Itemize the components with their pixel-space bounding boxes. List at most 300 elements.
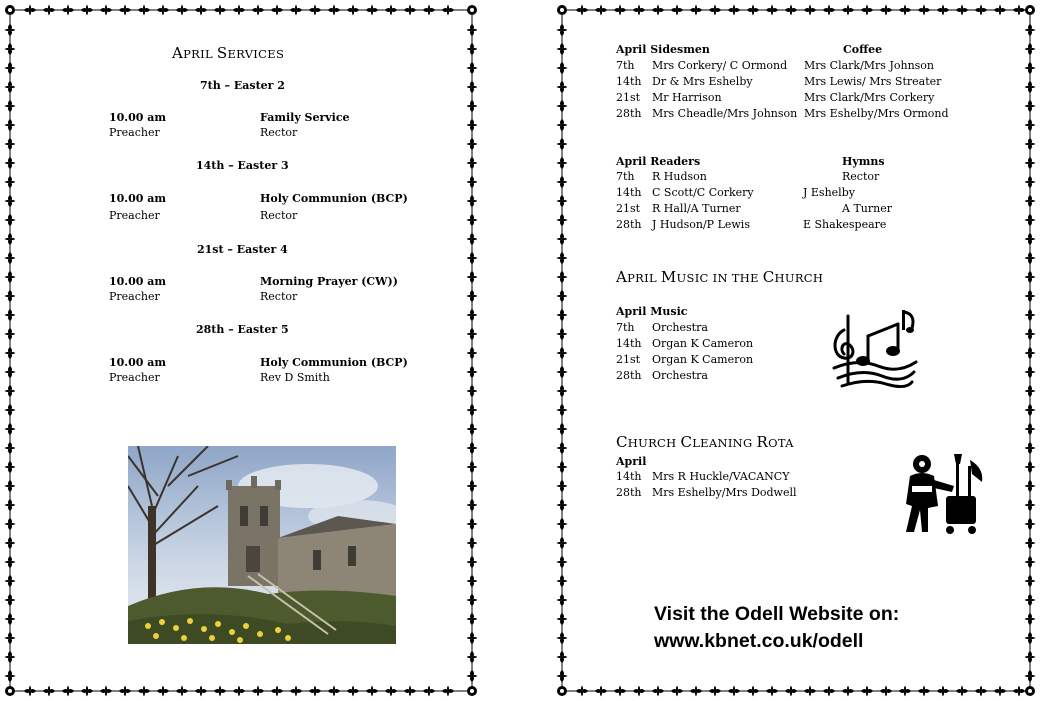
border-flourish (937, 686, 950, 697)
border-flourish (195, 5, 208, 16)
border-flourish (309, 5, 322, 16)
hymns-name: J Eshelby (803, 186, 855, 199)
border-flourish (956, 686, 969, 697)
border-corner (1025, 686, 1035, 696)
service-day: 21st – Easter 4 (197, 243, 288, 256)
preacher-name: Rector (260, 290, 298, 303)
border-flourish (557, 423, 568, 436)
border-flourish (5, 100, 16, 113)
border-corner (5, 5, 15, 15)
border-flourish (5, 214, 16, 227)
border-flourish (5, 24, 16, 37)
border-flourish (956, 5, 969, 16)
coffee-name: Mrs Lewis/ Mrs Streater (804, 75, 942, 88)
border-corner (557, 5, 567, 15)
border-flourish (1025, 24, 1036, 37)
website-url[interactable]: www.kbnet.co.uk/odell (654, 630, 864, 652)
border-flourish (557, 480, 568, 493)
border-flourish (880, 5, 893, 16)
border-flourish (1025, 157, 1036, 170)
border-flourish (614, 5, 627, 16)
border-flourish (557, 347, 568, 360)
border-flourish (557, 138, 568, 151)
sidesmen-date: 21st (616, 91, 641, 104)
music-notes-icon (828, 306, 918, 392)
music-date: 21st (616, 353, 641, 366)
reader-name: C Scott/C Corkery (652, 186, 754, 199)
border-flourish (652, 5, 665, 16)
border-flourish (5, 366, 16, 379)
border-flourish (5, 556, 16, 569)
border-flourish (43, 686, 56, 697)
sidesmen-name: Mr Harrison (652, 91, 722, 104)
border-flourish (423, 5, 436, 16)
border-flourish (5, 423, 16, 436)
border-flourish (5, 195, 16, 208)
cleaning-name: Mrs Eshelby/Mrs Dodwell (652, 486, 797, 499)
border-flourish (1025, 651, 1036, 664)
border-flourish (467, 81, 478, 94)
border-flourish (1025, 195, 1036, 208)
border-flourish (975, 686, 988, 697)
border-flourish (557, 518, 568, 531)
border-flourish (366, 5, 379, 16)
service-day: 7th – Easter 2 (200, 79, 285, 92)
service-time: 10.00 am (109, 192, 167, 205)
preacher-name: Rector (260, 209, 298, 222)
border-flourish (5, 43, 16, 56)
border-flourish (467, 575, 478, 588)
border-flourish (5, 290, 16, 303)
border-flourish (1025, 537, 1036, 550)
border-flourish (138, 5, 151, 16)
border-flourish (467, 461, 478, 474)
border-flourish (823, 5, 836, 16)
border-flourish (690, 5, 703, 16)
border-flourish (728, 5, 741, 16)
border-flourish (290, 5, 303, 16)
preacher-label: Preacher (109, 290, 160, 303)
readers-date: 14th (616, 186, 642, 199)
border-flourish (467, 157, 478, 170)
border-flourish (467, 518, 478, 531)
border-flourish (5, 271, 16, 284)
border-flourish (1025, 290, 1036, 303)
border-flourish (271, 5, 284, 16)
border-flourish (467, 366, 478, 379)
service-name: Morning Prayer (CW)) (260, 275, 398, 288)
border-flourish (328, 686, 341, 697)
border-flourish (5, 385, 16, 398)
border-flourish (5, 518, 16, 531)
sidesmen-date: 7th (616, 59, 635, 72)
border-flourish (467, 347, 478, 360)
coffee-name: Mrs Clark/Mrs Johnson (804, 59, 935, 72)
border-flourish (823, 686, 836, 697)
border-flourish (467, 233, 478, 246)
preacher-name: Rector (260, 126, 298, 139)
border-flourish (918, 5, 931, 16)
border-flourish (557, 62, 568, 75)
website-block (654, 601, 899, 655)
border-flourish (119, 686, 132, 697)
border-flourish (557, 119, 568, 132)
border-flourish (5, 119, 16, 132)
border-flourish (557, 24, 568, 37)
border-flourish (467, 556, 478, 569)
border-flourish (5, 404, 16, 417)
coffee-header: Coffee (843, 43, 883, 56)
border-flourish (467, 119, 478, 132)
border-flourish (861, 686, 874, 697)
border-flourish (5, 138, 16, 151)
border-flourish (290, 686, 303, 697)
border-flourish (385, 5, 398, 16)
border-flourish (1025, 233, 1036, 246)
border-flourish (328, 5, 341, 16)
border-flourish (5, 328, 16, 341)
border-flourish (271, 686, 284, 697)
border-flourish (994, 5, 1007, 16)
border-flourish (467, 24, 478, 37)
service-name: Family Service (260, 111, 350, 124)
music-item: Organ K Cameron (652, 353, 754, 366)
border-flourish (157, 5, 170, 16)
border-flourish (557, 290, 568, 303)
border-flourish (233, 5, 246, 16)
border-flourish (467, 214, 478, 227)
coffee-name: Mrs Clark/Mrs Corkery (804, 91, 935, 104)
hymns-header: Hymns (842, 155, 885, 168)
border-flourish (1025, 309, 1036, 322)
border-flourish (937, 5, 950, 16)
border-flourish (1025, 271, 1036, 284)
border-flourish (467, 195, 478, 208)
border-flourish (690, 686, 703, 697)
border-flourish (309, 686, 322, 697)
border-flourish (467, 613, 478, 626)
border-corner (1025, 5, 1035, 15)
readers-date: 7th (616, 170, 635, 183)
cleaning-name: Mrs R Huckle/VACANCY (652, 470, 790, 483)
border-flourish (467, 480, 478, 493)
border-flourish (5, 157, 16, 170)
border-flourish (557, 613, 568, 626)
border-flourish (24, 5, 37, 16)
music-header: April Music (616, 305, 688, 318)
border-flourish (557, 271, 568, 284)
sidesmen-name: Mrs Cheadle/Mrs Johnson (652, 107, 798, 120)
music-date: 14th (616, 337, 642, 350)
music-item: Organ K Cameron (652, 337, 754, 350)
border-corner (5, 686, 15, 696)
music-item: Orchestra (652, 321, 708, 334)
sidesmen-date: 28th (616, 107, 642, 120)
border-flourish (252, 686, 265, 697)
border-flourish (785, 686, 798, 697)
border-flourish (557, 157, 568, 170)
border-flourish (557, 385, 568, 398)
border-flourish (252, 5, 265, 16)
border-flourish (347, 5, 360, 16)
border-flourish (1025, 613, 1036, 626)
border-flourish (1025, 556, 1036, 569)
border-flourish (404, 686, 417, 697)
border-flourish (671, 5, 684, 16)
border-flourish (157, 686, 170, 697)
border-flourish (709, 686, 722, 697)
border-flourish (557, 81, 568, 94)
sidesmen-name: Dr & Mrs Eshelby (652, 75, 753, 88)
border-flourish (467, 328, 478, 341)
border-flourish (804, 5, 817, 16)
border-flourish (1025, 43, 1036, 56)
border-flourish (804, 686, 817, 697)
border-flourish (1025, 461, 1036, 474)
hymns-name: A Turner (842, 202, 892, 215)
border-flourish (5, 233, 16, 246)
border-flourish (195, 686, 208, 697)
border-flourish (1025, 214, 1036, 227)
left-page (0, 0, 482, 701)
border-flourish (557, 404, 568, 417)
border-flourish (1013, 5, 1026, 16)
readers-header: April Readers (616, 155, 701, 168)
border-flourish (467, 670, 478, 683)
border-flourish (423, 686, 436, 697)
border-flourish (842, 686, 855, 697)
border-flourish (1025, 176, 1036, 189)
sidesmen-date: 14th (616, 75, 642, 88)
border-flourish (918, 686, 931, 697)
border-flourish (404, 5, 417, 16)
sidesmen-header: April Sidesmen (616, 43, 710, 56)
border-flourish (557, 43, 568, 56)
border-flourish (557, 632, 568, 645)
reader-name: R Hudson (652, 170, 707, 183)
border-flourish (1025, 81, 1036, 94)
border-flourish (1025, 575, 1036, 588)
border-flourish (62, 686, 75, 697)
border-flourish (557, 328, 568, 341)
april-music-title: APRIL MUSIC IN THE CHURCH (616, 268, 824, 286)
border-flourish (5, 499, 16, 512)
border-flourish (1025, 328, 1036, 341)
border-flourish (5, 670, 16, 683)
border-flourish (766, 686, 779, 697)
border-flourish (5, 461, 16, 474)
service-time: 10.00 am (109, 356, 167, 369)
floral-border (552, 0, 1040, 701)
hymns-name: E Shakespeare (803, 218, 887, 231)
border-flourish (557, 537, 568, 550)
border-flourish (5, 347, 16, 360)
border-flourish (652, 686, 665, 697)
border-flourish (467, 252, 478, 265)
border-flourish (861, 5, 874, 16)
border-flourish (467, 594, 478, 607)
border-flourish (557, 575, 568, 588)
border-flourish (233, 686, 246, 697)
border-flourish (467, 499, 478, 512)
border-flourish (1025, 100, 1036, 113)
border-flourish (467, 651, 478, 664)
music-date: 7th (616, 321, 635, 334)
service-name: Holy Communion (BCP) (260, 356, 408, 369)
service-day: 14th – Easter 3 (196, 159, 289, 172)
border-flourish (557, 366, 568, 379)
border-flourish (709, 5, 722, 16)
border-flourish (994, 686, 1007, 697)
hymns-name: Rector (842, 170, 880, 183)
border-flourish (1025, 366, 1036, 379)
border-flourish (5, 537, 16, 550)
border-flourish (467, 423, 478, 436)
border-flourish (975, 5, 988, 16)
border-flourish (176, 686, 189, 697)
border-corner (467, 5, 477, 15)
border-flourish (1025, 404, 1036, 417)
border-flourish (5, 632, 16, 645)
border-flourish (1025, 119, 1036, 132)
cleaning-header: April (616, 455, 647, 468)
border-flourish (1025, 632, 1036, 645)
border-flourish (138, 686, 151, 697)
border-flourish (557, 670, 568, 683)
border-flourish (842, 5, 855, 16)
border-flourish (557, 214, 568, 227)
border-flourish (5, 252, 16, 265)
border-flourish (1025, 670, 1036, 683)
border-flourish (633, 686, 646, 697)
border-flourish (467, 385, 478, 398)
border-flourish (100, 5, 113, 16)
border-flourish (5, 575, 16, 588)
border-flourish (880, 686, 893, 697)
border-flourish (214, 5, 227, 16)
border-flourish (557, 195, 568, 208)
border-flourish (747, 5, 760, 16)
readers-date: 21st (616, 202, 641, 215)
service-day: 28th – Easter 5 (196, 323, 289, 336)
border-flourish (5, 309, 16, 322)
border-flourish (1025, 594, 1036, 607)
service-time: 10.00 am (109, 275, 167, 288)
border-flourish (671, 686, 684, 697)
border-flourish (467, 271, 478, 284)
cleaning-rota-title: CHURCH CLEANING ROTA (616, 433, 794, 451)
music-item: Orchestra (652, 369, 708, 382)
border-flourish (557, 100, 568, 113)
border-flourish (899, 5, 912, 16)
border-flourish (214, 686, 227, 697)
border-flourish (5, 613, 16, 626)
coffee-name: Mrs Eshelby/Mrs Ormond (804, 107, 949, 120)
preacher-label: Preacher (109, 209, 160, 222)
border-flourish (467, 62, 478, 75)
border-flourish (595, 5, 608, 16)
border-flourish (557, 594, 568, 607)
preacher-label: Preacher (109, 126, 160, 139)
music-date: 28th (616, 369, 642, 382)
border-flourish (595, 686, 608, 697)
border-corner (557, 686, 567, 696)
cleaner-icon (898, 452, 990, 536)
border-flourish (119, 5, 132, 16)
service-time: 10.00 am (109, 111, 167, 124)
reader-name: R Hall/A Turner (652, 202, 741, 215)
readers-date: 28th (616, 218, 642, 231)
border-flourish (467, 442, 478, 455)
border-flourish (557, 499, 568, 512)
border-corner (467, 686, 477, 696)
border-flourish (5, 651, 16, 664)
border-flourish (5, 480, 16, 493)
border-flourish (557, 252, 568, 265)
border-flourish (1025, 138, 1036, 151)
border-flourish (467, 309, 478, 322)
website-visit-text: Visit the Odell Website on: (654, 603, 900, 625)
border-flourish (467, 176, 478, 189)
border-flourish (5, 594, 16, 607)
border-flourish (785, 5, 798, 16)
preacher-label: Preacher (109, 371, 160, 384)
floral-border-right (552, 0, 1040, 701)
border-flourish (557, 461, 568, 474)
border-flourish (728, 686, 741, 697)
border-flourish (366, 686, 379, 697)
border-flourish (24, 686, 37, 697)
border-flourish (81, 686, 94, 697)
cleaning-date: 14th (616, 470, 642, 483)
border-flourish (1025, 62, 1036, 75)
border-flourish (1025, 385, 1036, 398)
service-name: Holy Communion (BCP) (260, 192, 408, 205)
border-flourish (81, 5, 94, 16)
border-flourish (62, 5, 75, 16)
border-flourish (1025, 499, 1036, 512)
border-flourish (614, 686, 627, 697)
border-flourish (1025, 347, 1036, 360)
border-flourish (557, 176, 568, 189)
border-flourish (557, 651, 568, 664)
border-flourish (557, 556, 568, 569)
border-flourish (1025, 442, 1036, 455)
border-flourish (100, 686, 113, 697)
border-flourish (899, 686, 912, 697)
border-flourish (1025, 252, 1036, 265)
border-flourish (1025, 423, 1036, 436)
border-flourish (766, 5, 779, 16)
border-flourish (576, 686, 589, 697)
border-flourish (43, 5, 56, 16)
preacher-name: Rev D Smith (260, 371, 330, 384)
border-flourish (5, 62, 16, 75)
right-page (552, 0, 1040, 701)
border-flourish (467, 290, 478, 303)
border-flourish (347, 686, 360, 697)
cleaning-date: 28th (616, 486, 642, 499)
border-flourish (5, 81, 16, 94)
border-flourish (467, 404, 478, 417)
border-flourish (467, 100, 478, 113)
church-photo (128, 446, 396, 644)
border-flourish (1025, 518, 1036, 531)
border-flourish (633, 5, 646, 16)
border-flourish (467, 537, 478, 550)
border-flourish (442, 686, 455, 697)
border-flourish (747, 686, 760, 697)
